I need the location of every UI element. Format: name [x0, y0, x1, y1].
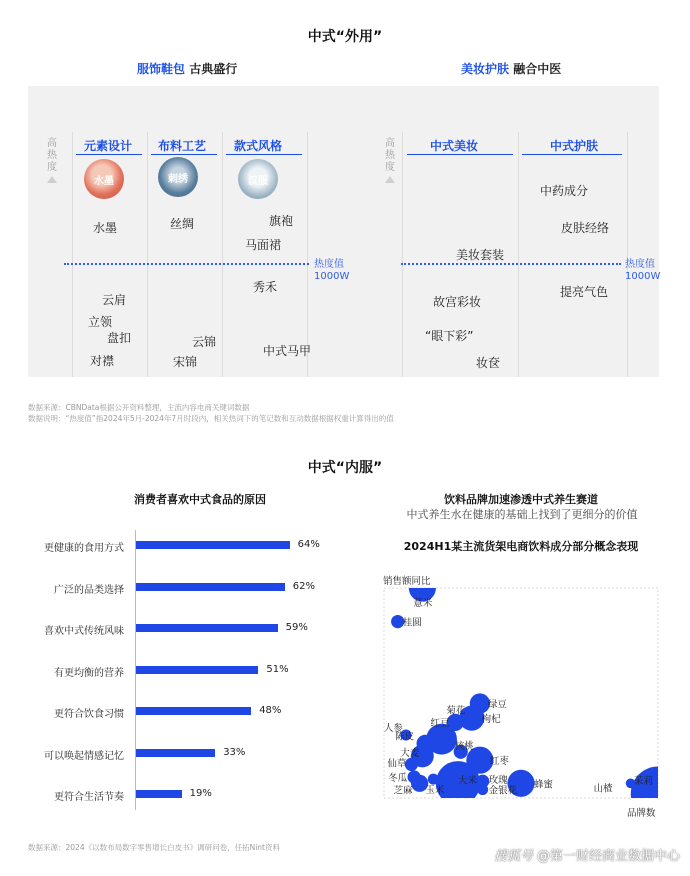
keyword: 旗袍: [269, 214, 294, 228]
bubble-chart-ylabel: 销售额同比: [383, 576, 431, 587]
heat-value-number: 1000W: [314, 271, 350, 282]
bar-chart-title: 消费者喜欢中式食品的原因: [134, 493, 266, 506]
bar-value-label: 64%: [297, 539, 320, 550]
bubble-label: 冬瓜: [388, 773, 408, 784]
bubble-label: 核桃: [454, 740, 474, 752]
bar-category-label: 有更均衡的营养: [54, 667, 124, 679]
col-header-style: 款式风格: [234, 139, 283, 153]
bubble-11: [405, 758, 418, 771]
bar-category-label: 广泛的品类选择: [54, 584, 124, 596]
bubble-label: 大麦: [400, 748, 420, 759]
bubble-label: 芝麻: [393, 785, 413, 797]
keyword: 水墨: [93, 221, 118, 235]
bubble-label: 薏米: [413, 598, 433, 609]
beauty-subtitle-rest: 融合中医: [509, 62, 562, 76]
heat-value-label: 热度值: [314, 259, 344, 270]
embroidery-photo-text: 刺绣: [168, 173, 188, 185]
bar-value-label: 48%: [259, 705, 282, 716]
bubble-label: 金银花: [488, 785, 518, 797]
bar-category-label: 更健康的食用方式: [44, 543, 124, 554]
bubble-label: 仙草: [387, 758, 407, 770]
data-note: 数据说明：“热度值”指2024年5月-2024年7月时段内，相关热词下的笔记数和互动数据根据权重计算得出的值: [28, 414, 394, 423]
bar-category-label: 喜欢中式传统风味: [44, 626, 124, 637]
bubble-label: 大米: [457, 775, 477, 787]
watermark: [494, 845, 680, 864]
heat-value-label: 热度值: [625, 259, 655, 270]
keyword: 丝绸: [170, 217, 195, 231]
bubble-20: [631, 767, 685, 821]
col-header-element-design: 元素设计: [84, 139, 133, 153]
watermark-text: @第一财经商业数据中心: [536, 849, 680, 864]
keyword: 云肩: [102, 293, 127, 307]
clothing-subtitle-rest: 古典盛行: [185, 62, 238, 76]
bar-value-label: 51%: [266, 663, 289, 675]
bubble-label: 绿豆: [487, 699, 507, 711]
keyword: 美妆套装: [456, 248, 505, 262]
clothing-subtitle-highlight: 服饰鞋包: [137, 62, 186, 76]
bubble-label: 红豆: [430, 718, 450, 730]
bar-category-label: 更符合生活节奏: [54, 792, 124, 803]
ink-wash-photo-text: 水墨: [94, 175, 114, 187]
bubble-label: 陈皮: [395, 731, 415, 743]
bubble-chart-xlabel: 品牌数: [627, 808, 656, 819]
keyword: 中式马甲: [263, 344, 312, 358]
keyword: 中药成分: [540, 184, 589, 198]
keyword: 马面裙: [245, 238, 282, 252]
bar-value-label: 33%: [223, 746, 246, 758]
hanfu-photo-text: 汉服: [248, 175, 268, 187]
bubble-label: 玫瑰: [488, 775, 508, 787]
bar-value-label: 62%: [292, 580, 316, 592]
bubble-label: 枸杞: [481, 714, 501, 726]
keyword: 宋锦: [173, 355, 198, 369]
section1-title: 中式“外用”: [307, 29, 383, 45]
bubble-chart-subheading: 中式养生水在健康的基础上找到了更细分的价值: [406, 508, 638, 521]
heat-value-number: 1000W: [625, 271, 661, 282]
keyword: “眼下彩”: [425, 329, 474, 343]
bubble-label: 山楂: [593, 783, 613, 795]
keyword: 云锦: [192, 335, 217, 349]
col-header-chinese-skincare: 中式护肤: [550, 139, 599, 153]
bar-category-label: 可以唤起情感记忆: [44, 750, 124, 762]
keyword: 秀禾: [253, 280, 278, 294]
bubble-label: 菊花: [446, 705, 466, 717]
keyword: 妆奁: [476, 356, 501, 370]
beauty-subtitle-highlight: 美妆护肤: [461, 62, 510, 76]
watermark-logo: 搜狐号: [493, 849, 533, 864]
bubble-label: 桂圆: [402, 617, 422, 629]
keyword: 皮肤经络: [561, 221, 610, 235]
keyword: 故宫彩妆: [433, 295, 482, 309]
source-note: 数据来源：CBNData根据公开资料整理，主流内容电商关键词数据: [28, 403, 250, 412]
bubble-label: 人参: [383, 723, 403, 734]
bubble-label: 茉莉: [634, 775, 654, 787]
bubble-label: 蜂蜜: [534, 779, 554, 791]
section2-title: 中式“内服”: [307, 460, 383, 476]
keyword: 提亮气色: [560, 285, 609, 299]
bubble-17: [477, 784, 488, 795]
heat-axis-label-right: 高热度: [385, 138, 395, 173]
heat-axis-label-left: 高热度: [47, 138, 57, 173]
bubble-chart-heading: 饮料品牌加速渗透中式养生赛道: [444, 493, 598, 506]
bubble-chart-title: 2024H1某主流货架电商饮料成分部分概念表现: [403, 540, 639, 553]
col-header-chinese-makeup: 中式美妆: [430, 139, 479, 153]
col-header-fabric-craft: 布料工艺: [158, 139, 207, 153]
keyword: 立领: [88, 315, 113, 329]
keyword: 对襟: [90, 354, 115, 368]
bubble-label: 红枣: [489, 756, 509, 768]
keyword: 盘扣: [107, 331, 132, 345]
bubble-label: 玉米: [425, 785, 445, 797]
bar-value-label: 19%: [189, 788, 212, 799]
source-note-2: 数据来源：2024《以数布局数字零售增长白皮书》调研问卷，任拓Nint资料: [28, 843, 280, 852]
bar-value-label: 59%: [285, 622, 308, 633]
bar-category-label: 更符合饮食习惯: [54, 709, 124, 720]
